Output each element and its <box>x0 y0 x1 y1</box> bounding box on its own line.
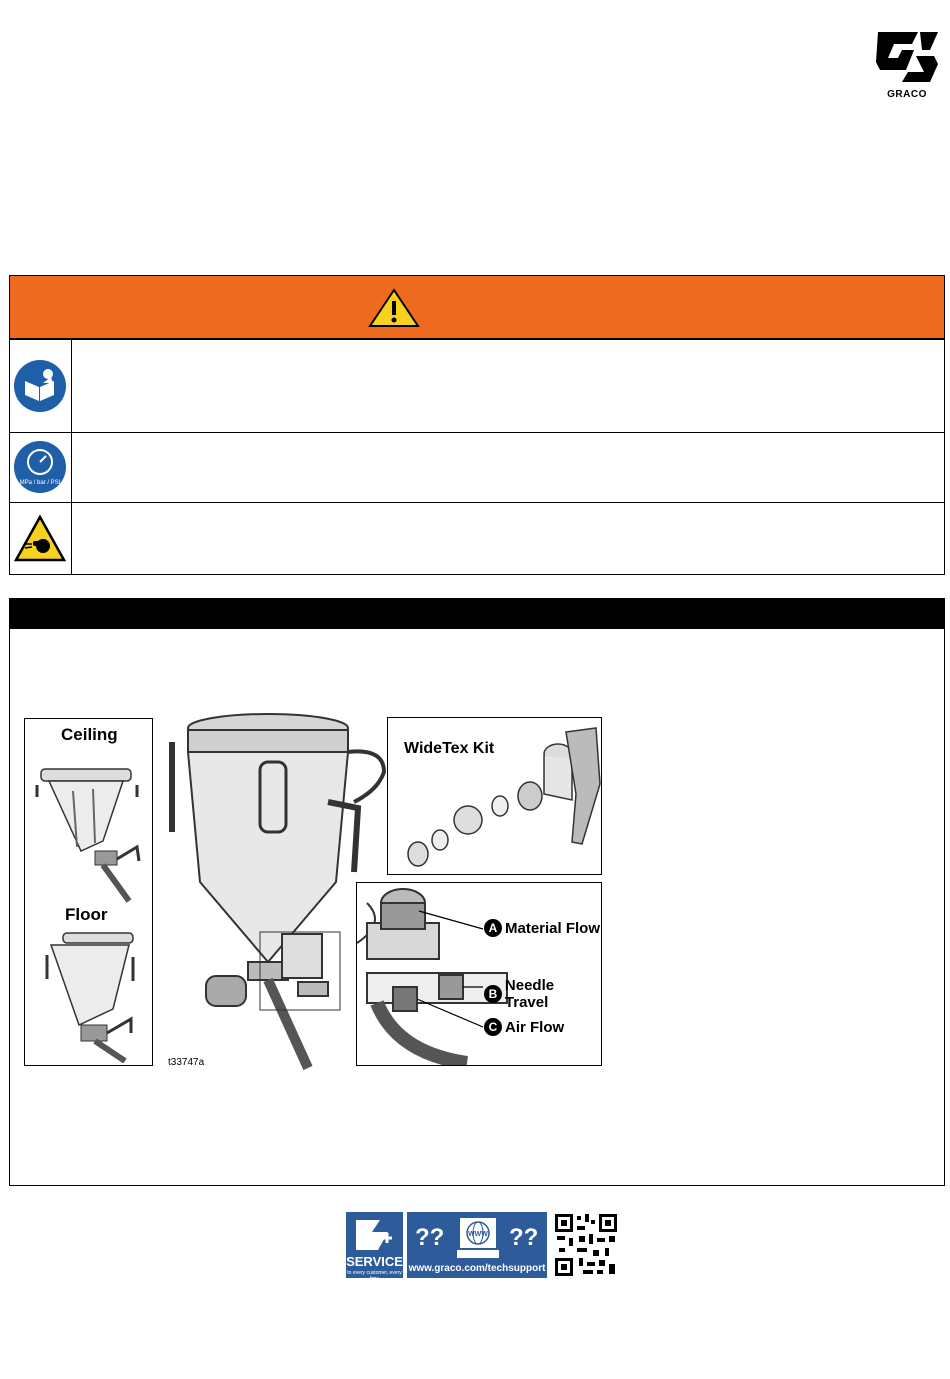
warning-row-icon-cell <box>9 432 72 502</box>
service-badge <box>346 1212 403 1282</box>
adjustments-panel <box>356 882 602 1066</box>
callout-label: Needle Travel <box>504 977 555 1011</box>
qr-code <box>553 1212 619 1278</box>
callout-letter: B <box>484 985 502 1003</box>
warning-row <box>9 339 945 432</box>
ceiling-label: Ceiling <box>61 725 118 744</box>
callout-needle-travel <box>484 977 601 1011</box>
warning-row <box>9 502 945 575</box>
callout-letter: A <box>484 919 502 937</box>
floor-label: Floor <box>65 905 108 924</box>
widetex-label: WideTex Kit <box>404 740 495 757</box>
warning-triangle-icon <box>368 288 420 328</box>
www-label: WWW <box>468 1231 488 1238</box>
hopper-gun-illustration <box>158 712 388 1072</box>
gun-adjustments-illustration <box>357 883 601 1065</box>
callout-label: Air Flow <box>505 1018 565 1036</box>
callout-label: Material Flow <box>505 919 601 937</box>
techsupport-badge[interactable] <box>407 1212 547 1278</box>
mounting-panel <box>24 718 153 1066</box>
computer-www-icon <box>457 1216 499 1262</box>
pressure-gauge-units: MPa / bar / PSI <box>19 480 61 486</box>
eye-protection-icon <box>13 514 67 564</box>
floor-gun-illustration <box>33 929 145 1063</box>
question-marks-left: ?? <box>415 1224 445 1251</box>
callout-material-flow <box>484 919 600 937</box>
read-manual-icon <box>13 359 67 413</box>
section-header <box>9 598 945 629</box>
pressure-gauge-icon <box>13 440 67 494</box>
service-label: SERVICE <box>346 1254 403 1269</box>
graco-logo-text: GRACO <box>887 89 927 100</box>
warning-row <box>9 432 945 502</box>
warning-row-icon-cell <box>9 502 72 575</box>
question-marks-right: ?? <box>509 1224 539 1251</box>
service-wrench-icon <box>352 1216 396 1252</box>
ceiling-gun-illustration <box>33 751 145 903</box>
widetex-panel <box>387 717 602 875</box>
callout-letter: C <box>484 1018 502 1036</box>
techsupport-url[interactable]: www.graco.com/techsupport <box>408 1263 546 1274</box>
figure-id: t33747a <box>168 1057 205 1068</box>
widetex-kit-illustration <box>396 724 601 872</box>
callout-air-flow <box>484 1018 564 1036</box>
warning-row-icon-cell <box>9 339 72 432</box>
service-tagline: to every customer, every time <box>347 1270 402 1282</box>
warning-header <box>9 275 945 339</box>
